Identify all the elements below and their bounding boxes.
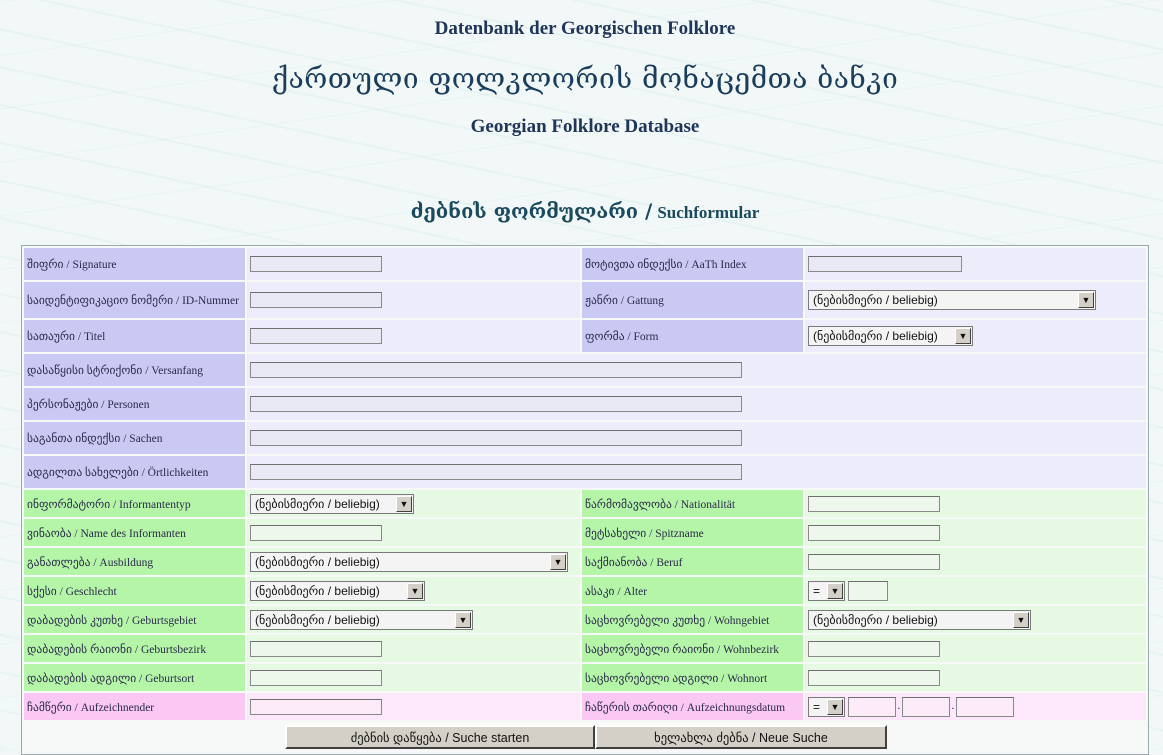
label-aufzeichnender: ჩამწერი / Aufzeichnender [24, 693, 245, 720]
oertlichkeiten-input[interactable] [250, 464, 742, 480]
name-informant-input[interactable] [250, 525, 382, 541]
aath-index-input[interactable] [808, 256, 962, 272]
geburtsbezirk-input[interactable] [250, 641, 382, 657]
wohnbezirk-input[interactable] [808, 641, 940, 657]
new-search-button[interactable]: ხელახლა ძებნა / Neue Suche [595, 725, 887, 749]
wohngebiet-select-value: (ნებისმიერი / beliebig) [813, 612, 938, 627]
search-start-button[interactable]: ძებნის დაწყება / Suche starten [285, 725, 595, 749]
label-aath-index: მოტივთა ინდექსი / AaTh Index [582, 248, 803, 280]
gattung-select-value: (ნებისმიერი / beliebig) [813, 293, 938, 307]
alter-operator-value: = [813, 583, 821, 598]
id-nummer-input[interactable] [250, 292, 382, 308]
ausbildung-select[interactable] [250, 552, 568, 572]
label-versanfang: დასაწყისი სტრიქონი / Versanfang [24, 354, 245, 386]
title-german: Datenbank der Georgischen Folklore [434, 18, 736, 39]
geschlecht-select[interactable] [250, 581, 425, 601]
label-wohnort: საცხოვრებელი ადგილი / Wohnort [582, 664, 803, 691]
form-title [0, 199, 1163, 224]
chevron-down-icon[interactable]: ▼ [1078, 292, 1094, 308]
label-spitzname: მეტსახელი / Spitzname [582, 519, 803, 546]
wohnort-input[interactable] [808, 670, 940, 686]
geburtsgebiet-select-value: (ნებისმიერი / beliebig) [255, 612, 380, 627]
beruf-input[interactable] [808, 554, 940, 570]
label-signature: შიფრი / Signature [24, 248, 245, 280]
chevron-down-icon[interactable]: ▼ [550, 554, 566, 570]
form-title-german: Suchformular [657, 203, 760, 222]
label-aufzeichnungsdatum: ჩაწერის თარიღი / Aufzeichnungsdatum [582, 693, 803, 720]
label-nationalitaet: წარმომავლობა / Nationalität [582, 490, 803, 517]
label-sachen: საგანთა ინდექსი / Sachen [24, 422, 245, 454]
geburtsort-input[interactable] [250, 670, 382, 686]
date-separator: . [897, 698, 901, 713]
form-title-georgian: ძებნის ფორმულარი / [410, 199, 653, 223]
spitzname-input[interactable] [808, 525, 940, 541]
label-wohnbezirk: საცხოვრებელი რაიონი / Wohnbezirk [582, 635, 803, 662]
label-beruf: საქმიანობა / Beruf [582, 548, 803, 575]
versanfang-input[interactable] [250, 362, 742, 378]
label-geschlecht: სქესი / Geschlecht [24, 577, 245, 604]
gattung-select[interactable] [808, 290, 1096, 310]
geschlecht-select-value: (ნებისმიერი / beliebig) [255, 583, 380, 598]
label-geburtsgebiet: დაბადების კუთხე / Geburtsgebiet [24, 606, 245, 633]
chevron-down-icon[interactable]: ▼ [455, 612, 471, 628]
label-id-nummer: საიდენტიფიკაციო ნომერი / ID-Nummer [24, 282, 245, 318]
chevron-down-icon[interactable]: ▼ [827, 699, 843, 715]
wohngebiet-select[interactable] [808, 610, 1031, 630]
datum-operator-value: = [813, 699, 821, 714]
aufzeichnender-input[interactable] [250, 699, 382, 715]
form-select-value: (ნებისმიერი / beliebig) [813, 329, 938, 343]
label-personen: პერსონაჟები / Personen [24, 388, 245, 420]
label-alter: ასაკი / Alter [582, 577, 803, 604]
alter-operator-select[interactable] [808, 581, 845, 601]
form-select[interactable] [808, 326, 973, 346]
geburtsgebiet-select[interactable] [250, 610, 473, 630]
label-ausbildung: განათლება / Ausbildung [24, 548, 245, 575]
chevron-down-icon[interactable]: ▼ [396, 496, 412, 512]
label-form: ფორმა / Form [582, 320, 803, 352]
datum-year-input[interactable] [956, 697, 1014, 717]
label-name-informant: ვინაობა / Name des Informanten [24, 519, 245, 546]
label-gattung: ჟანრი / Gattung [582, 282, 803, 318]
alter-input[interactable] [848, 581, 888, 601]
label-wohngebiet: საცხოვრებელი კუთხე / Wohngebiet [582, 606, 803, 633]
title-georgian: ქართული ფოლკლორის მონაცემთა ბანკი [271, 62, 899, 95]
sachen-input[interactable] [250, 430, 742, 446]
titel-input[interactable] [250, 328, 382, 344]
title-english: Georgian Folklore Database [470, 116, 700, 137]
signature-input[interactable] [250, 256, 382, 272]
datum-operator-select[interactable] [808, 697, 845, 717]
datum-day-input[interactable] [848, 697, 896, 717]
datum-month-input[interactable] [902, 697, 950, 717]
chevron-down-icon[interactable]: ▼ [955, 328, 971, 344]
chevron-down-icon[interactable]: ▼ [827, 583, 843, 599]
ausbildung-select-value: (ნებისმიერი / beliebig) [255, 554, 380, 569]
label-titel: სათაური / Titel [24, 320, 245, 352]
nationalitaet-input[interactable] [808, 496, 940, 512]
informantentyp-select[interactable] [250, 494, 414, 514]
personen-input[interactable] [250, 396, 742, 412]
label-geburtsbezirk: დაბადების რაიონი / Geburtsbezirk [24, 635, 245, 662]
label-geburtsort: დაბადების ადგილი / Geburtsort [24, 664, 245, 691]
informantentyp-select-value: (ნებისმიერი / beliebig) [255, 496, 380, 511]
label-informantentyp: ინფორმატორი / Informantentyp [24, 490, 245, 517]
chevron-down-icon[interactable]: ▼ [407, 583, 423, 599]
chevron-down-icon[interactable]: ▼ [1013, 612, 1029, 628]
label-oertlichkeiten: ადგილთა სახელები / Örtlichkeiten [24, 456, 245, 488]
search-form [21, 245, 1149, 755]
date-separator: . [951, 698, 955, 713]
